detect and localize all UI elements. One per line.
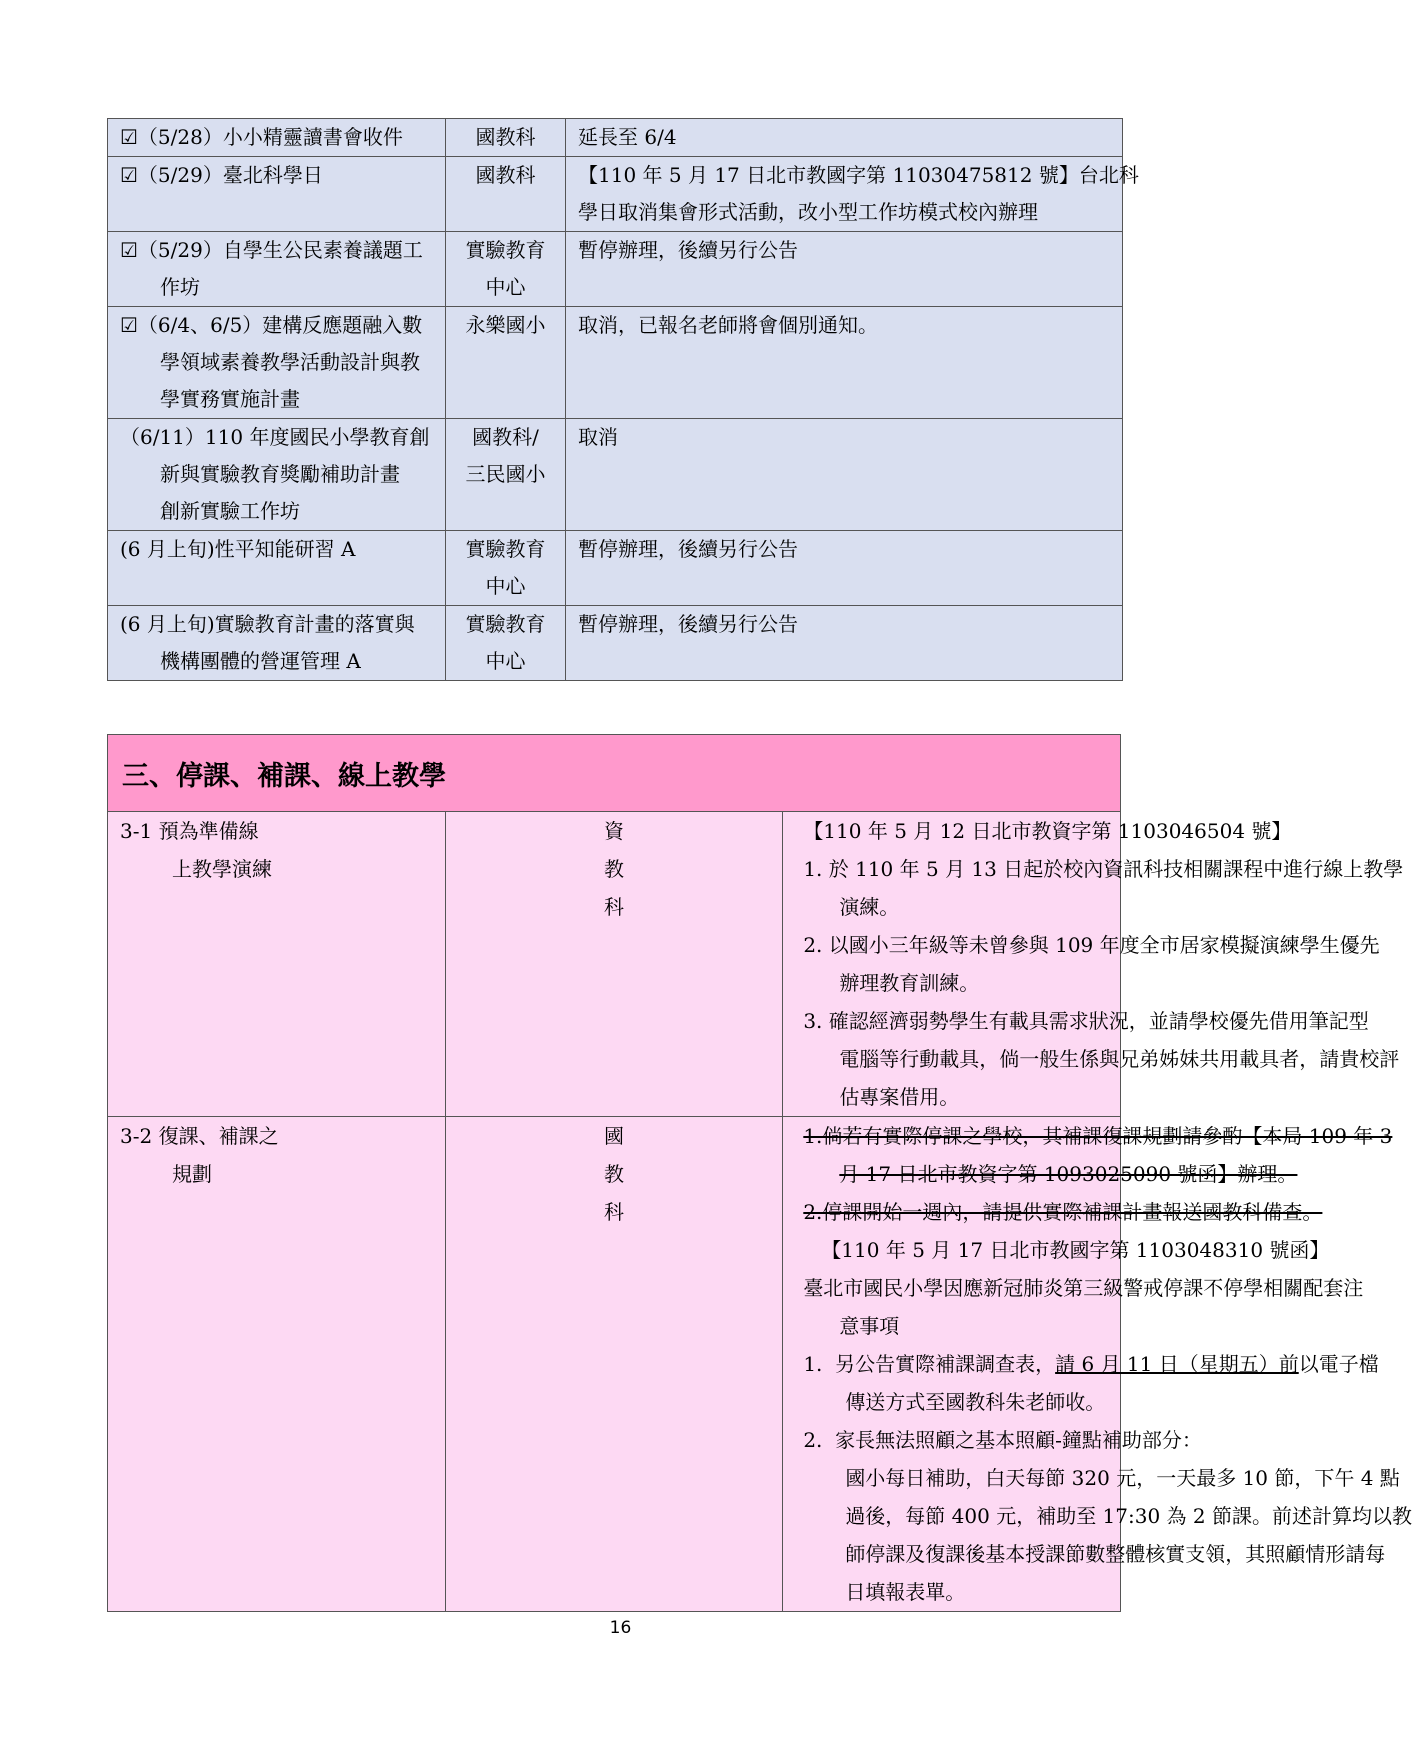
activity-name: ☑（6/4、6/5）建構反應題融入數 學領域素養教學活動設計與教 學實務實施計畫 (108, 307, 446, 419)
activity-unit: 實驗教育 中心 (446, 531, 566, 606)
activity-note: 延長至 6/4 (566, 119, 1123, 157)
list-item: 1. 另公告實際補課調查表，請 6 月 11 日（星期五）前以電子檔 (803, 1352, 1379, 1376)
table-row (108, 307, 1123, 419)
table-row (108, 419, 1123, 531)
activity-note: 暫停辦理，後續另行公告 (566, 531, 1123, 606)
activity-name: ☑（5/29）自學生公民素養議題工 作坊 (108, 232, 446, 307)
table-row (108, 232, 1123, 307)
table-row (108, 157, 1123, 232)
unit-cell: 資 教 科 (445, 812, 783, 1117)
activity-note: 暫停辦理，後續另行公告 (566, 606, 1123, 681)
topic-cell: 3-1 預為準備線 上教學演練 (108, 812, 446, 1117)
struck-text: 2.停課開始一週內，請提供實際補課計畫報送國教科備查。 (803, 1200, 1323, 1224)
section-title: 三、停課、補課、線上教學 (122, 760, 446, 792)
activity-note: 取消，已報名老師將會個別通知。 (566, 307, 1123, 419)
section-header-row (108, 735, 1121, 812)
reference-number: 【110 年 5 月 17 日北市教國字第 1103048310 號函】 (821, 1238, 1330, 1262)
activity-unit: 實驗教育 中心 (446, 606, 566, 681)
topic-cell: 3-2 復課、補課之 規劃 (108, 1117, 446, 1612)
section-title-cell (108, 735, 1121, 812)
activity-name: ☑（5/29）臺北科學日 (108, 157, 446, 232)
table-row (108, 606, 1123, 681)
activity-unit: 實驗教育 中心 (446, 232, 566, 307)
activity-unit: 永樂國小 (446, 307, 566, 419)
table-row (108, 812, 1121, 1117)
content-cell: 【110 年 5 月 12 日北市教資字第 1103046504 號】 1. 於 110 年 5 月 13 日起於校內資訊科技相關課程中進行線上教學 演練。 2. 以國小三年級等未曾參與 109 年度全市居家模擬演練學生優先 辦理教育訓練。 3. 確認經濟弱勢學生有載具需求狀況，並請學校優先借用筆記型 電腦等行動載具，倘一般生係與兄弟姊妹共用載具者，請貴校評 估專案借用。 (783, 812, 1121, 1117)
activity-note: 暫停辦理，後續另行公告 (566, 232, 1123, 307)
activity-note: 取消 (566, 419, 1123, 531)
table-row (108, 119, 1123, 157)
section-table (107, 734, 1412, 1612)
activity-unit: 國教科 (446, 119, 566, 157)
activity-unit: 國教科/ 三民國小 (446, 419, 566, 531)
unit-cell: 國 教 科 (445, 1117, 783, 1612)
activity-name: （6/11）110 年度國民小學教育創 新與實驗教育獎勵補助計畫 創新實驗工作坊 (108, 419, 446, 531)
table-row (108, 531, 1123, 606)
activity-unit: 國教科 (446, 157, 566, 232)
activity-name: ☑（5/28）小小精靈讀書會收件 (108, 119, 446, 157)
table-row (108, 1117, 1121, 1612)
content-cell: 1.倘若有實際停課之學校，其補課復課規劃請參酌【本局 109 年 3 月 17 日北市教資字第 1093025090 號函】辦理。 2.停課開始一週內，請提供實際補課計畫報送國教科備查。 【110 年 5 月 17 日北市教國字第 1103048310 號函】 臺北市國民小學因應新冠肺炎第三級警戒停課不停學相關配套注 意事項 1. 另公告實際補課調查表，請 6 月 11 日（星期五）前以電子檔 傳送方式至國教科朱老師收。 2. 家長無法照顧之基本照顧-鐘點補助部分： 國小每日補助，白天每節 320 元，一天最多 10 節，下午 4 點 過後，每節 400 元，補助至 17:30 為 2 節課。前述計算均以教 師停課及復課後基本授課節數整體核實支領，其照顧情形請每 日填報表單。 (783, 1117, 1121, 1612)
page-number: 16 (609, 1618, 632, 1638)
list-item: 2. 家長無法照顧之基本照顧-鐘點補助部分： (803, 1428, 1202, 1452)
deadline-underline: 請 6 月 11 日（星期五）前 (1055, 1352, 1299, 1376)
activity-note: 【110 年 5 月 17 日北市教國字第 11030475812 號】台北科 學日取消集會形式活動，改小型工作坊模式校內辦理 (566, 157, 1123, 232)
struck-text: 1.倘若有實際停課之學校，其補課復課規劃請參酌【本局 109 年 3 (803, 1124, 1393, 1148)
activity-table (107, 118, 1139, 681)
struck-text: 月 17 日北市教資字第 1093025090 號函】辦理。 (839, 1162, 1298, 1186)
activity-name: (6 月上旬)性平知能研習 A (108, 531, 446, 606)
activity-name: (6 月上旬)實驗教育計畫的落實與 機構團體的營運管理 A (108, 606, 446, 681)
